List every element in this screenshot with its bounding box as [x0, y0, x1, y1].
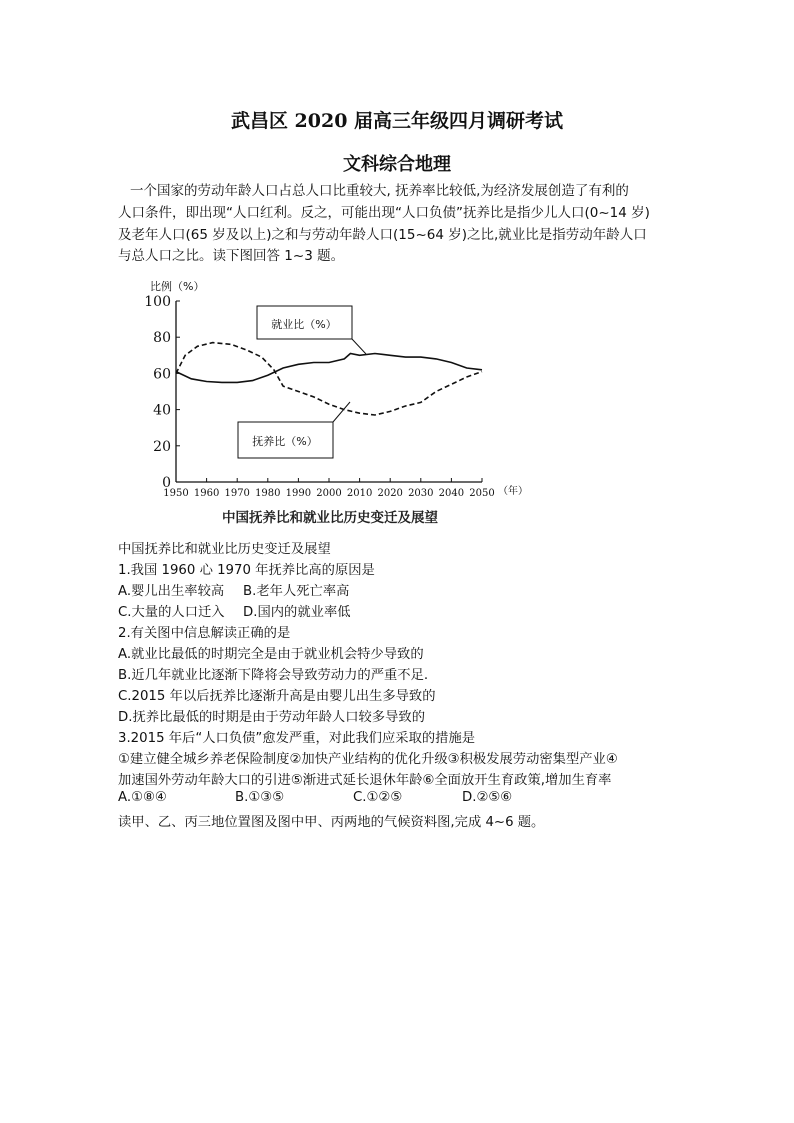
question-1-option-d[interactable]: D.国内的就业率低 [243, 605, 351, 620]
question-1-option-b[interactable]: B.老年人死亡率高 [243, 584, 350, 599]
dependency-series-label: 抚养比（%） [252, 435, 318, 448]
x-tick-label-2: 1970 [224, 488, 250, 499]
y-tick-label-0: 0 [162, 475, 171, 491]
series-line-1 [176, 343, 482, 415]
question-3-option-b[interactable]: B.①③⑤ [235, 790, 285, 805]
x-tick-label-9: 2040 [438, 488, 465, 499]
x-tick-label-0: 1950 [163, 488, 189, 499]
question-3-option-d[interactable]: D.②⑤⑥ [462, 790, 513, 805]
question-3-stem: 3.2015 年后“人口负债”愈发严重，对此我们应采取的措施是 [118, 731, 476, 746]
question-1-stem: 1.我国 1960 心 1970 年抚养比高的原因是 [118, 563, 375, 578]
question-2-stem: 2.有关图中信息解读正确的是 [118, 626, 291, 641]
x-tick-label-1: 1960 [193, 488, 220, 499]
question-3-option-c[interactable]: C.①②⑤ [353, 790, 403, 805]
footer-instruction: 读甲、乙、丙三地位置图及图中甲、丙两地的气候资料图,完成 4~6 题。 [118, 815, 545, 830]
x-tick-label-7: 2020 [377, 488, 403, 499]
exam-title: 武昌区 2020 届高三年级四月调研考试 [230, 110, 564, 132]
question-1-option-c[interactable]: C.大量的人口迁入 [118, 605, 225, 620]
x-tick-label-10: 2050 [469, 488, 495, 499]
x-tick-label-3: 1980 [255, 488, 281, 499]
line-chart [140, 270, 530, 530]
intro-line-2: 人口条件，即出现“人口红利。反之，可能出现“人口负债”抚养比是指少儿人口(0~14 岁) [118, 205, 650, 221]
question-3-desc-1: ①建立健全城乡养老保险制度②加快产业结构的优化升级③积极发展劳动密集型产业④ [118, 752, 618, 767]
employment-series-label: 就业比（%） [271, 318, 337, 331]
intro-line-4: 与总人口之比。读下图回答 1~3 题。 [118, 248, 345, 264]
dependency-leader-line [333, 402, 350, 422]
x-axis-title: （年） [498, 486, 528, 497]
question-3-option-a[interactable]: A.①⑧④ [118, 790, 167, 805]
series-line-0 [176, 354, 482, 383]
x-tick-label-4: 1990 [285, 488, 312, 499]
x-tick-label-5: 2000 [316, 488, 342, 499]
employment-leader-line [352, 339, 366, 354]
question-2-option-c[interactable]: C.2015 年以后抚养比逐渐升高是由婴儿出生多导致的 [118, 689, 436, 704]
y-axis-title: 比例（%） [150, 280, 205, 293]
question-2-option-b[interactable]: B.近几年就业比逐渐下降将会导致劳动力的严重不足. [118, 668, 429, 683]
intro-line-1: 一个国家的劳动年龄人口占总人口比重较大, 抚养率比较低,为经济发展创造了有利的 [130, 183, 629, 199]
exam-subtitle: 文科综合地理 [343, 154, 451, 175]
x-tick-label-8: 2030 [408, 488, 434, 499]
x-tick-label-6: 2010 [346, 488, 373, 499]
chart-title: 中国抚养比和就业比历史变迁及展望 [222, 510, 438, 526]
chart-caption: 中国抚养比和就业比历史变迁及展望 [118, 542, 331, 557]
question-1-option-a[interactable]: A.婴儿出生率较高 [118, 584, 225, 599]
intro-line-3: 及老年人口(65 岁及以上)之和与劳动年龄人口(15~64 岁)之比,就业比是指劳动年龄人口 [118, 227, 647, 243]
question-2-option-a[interactable]: A.就业比最低的时期完全是由于就业机会特少导致的 [118, 647, 424, 662]
y-tick-label-1: 20 [153, 438, 171, 455]
y-tick-label-5: 100 [144, 294, 171, 310]
y-tick-label-3: 60 [153, 366, 171, 383]
question-3-desc-2: 加速国外劳动年龄大口的引进⑤渐进式延长退休年龄⑥全面放开生育政策,增加生育率 [118, 773, 612, 788]
question-2-option-d[interactable]: D.抚养比最低的时期是由于劳动年龄人口较多导致的 [118, 710, 425, 725]
y-tick-label-4: 80 [153, 330, 171, 347]
y-tick-label-2: 40 [153, 402, 171, 419]
